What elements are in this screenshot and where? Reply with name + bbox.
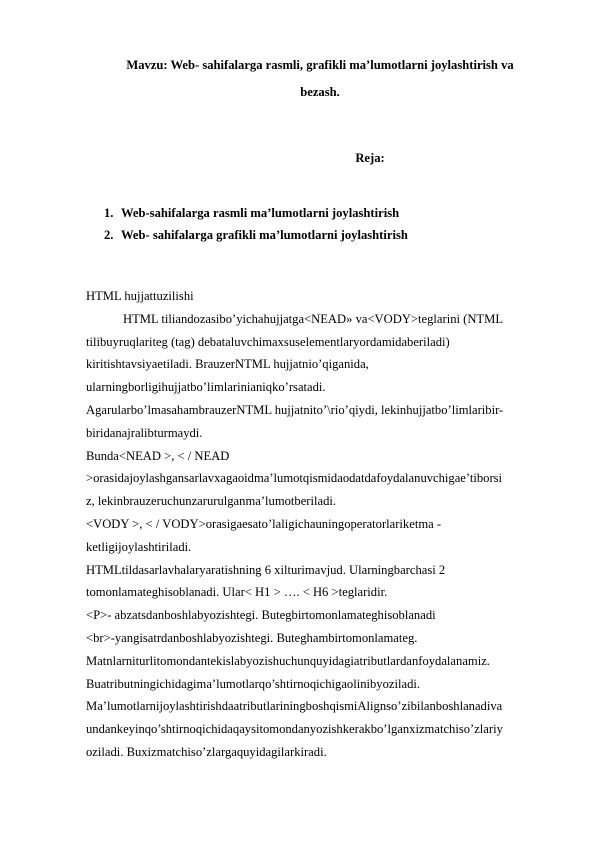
plan-item (104, 202, 408, 224)
plan-item-text: Web- sahifalarga grafikli ma’lumotlarni joylashtirish (121, 228, 408, 242)
plan-item-number: 2. (104, 228, 114, 242)
plan-list (104, 202, 408, 246)
plan-heading: Reja: (355, 151, 385, 165)
paragraph-line: oziladi. Buxizmatchiso’zlargaquyidagilarkiradi. (86, 744, 327, 759)
paragraph-line: >orasidajoylashgansarlavxagaoidma’lumotqismidaodatdafoydalanuvchigae’tiborsi (86, 471, 503, 486)
paragraph-line: <P>- abzatsdanboshlabyozishtegi. Butegbirtomonlamateghisoblanadi (86, 608, 436, 623)
paragraph-line: tomonlamateghisoblanadi. Ular< H1 > …. < H6 >teglaridir. (86, 585, 388, 600)
paragraph-line: <br>-yangisatrdanboshlabyozishtegi. Buteghambirtomonlamateg. (86, 630, 418, 645)
section-heading: HTML hujjattuzilishi (86, 289, 194, 303)
paragraph-line: z, lekinbrauzeruchunzarurulganma’lumotberiladi. (86, 494, 337, 509)
paragraph-line: Ma’lumotlarnijoylashtirishdaatributlariningboshqismiAlignso’zibilanboshlanadiva (86, 699, 503, 714)
paragraph-line: ularningborligihujjatbo’limlarinianiqko’rsatadi. (86, 380, 326, 395)
paragraph-line: kiritishtavsiyaetiladi. BrauzerNTML hujjatnio’qiganida, (86, 357, 369, 372)
paragraph-line: Matnlarniturlitomondantekislabyozishuchunquyidagiatributlardanfoydalanamiz. (86, 653, 490, 668)
title-line-1: Mavzu: Web- sahifalarga rasmli, grafikli ma’lumotlarni joylashtirish va (126, 58, 514, 72)
paragraph-line: biridanajralibturmaydi. (86, 425, 203, 440)
paragraph-line: ketligijoylashtiriladi. (86, 539, 192, 554)
paragraph-line: HTMLtildasarlavhalaryaratishning 6 xilturimavjud. Ularningbarchasi 2 (86, 562, 446, 577)
paragraph-line: <VODY >, < / VODY>orasigaesato’laligichauningoperatorlariketma - (86, 516, 442, 531)
plan-item (104, 224, 408, 246)
plan-item-text: Web-sahifalarga rasmli ma’lumotlarni joylashtirish (121, 206, 400, 220)
page-title (60, 52, 580, 106)
paragraph-line: HTML tiliandozasibo’yichahujjatga<NEAD» va<VODY>teglarini (NTML (123, 311, 504, 326)
paragraph-line: Agarularbo’lmasahambrauzerNTML hujjatnito’\rio’qiydi, lekinhujjatbo’limlaribir- (86, 402, 504, 417)
plan-item-number: 1. (104, 206, 114, 220)
body-text (86, 285, 560, 764)
paragraph-line: tilibuyruqlariteg (tag) debataluvchimaxsuselementlaryordamidaberiladi) (86, 334, 450, 349)
paragraph-line: undankeyinqo’shtirnoqichidaqaysitomondanyozishkerakbo’lganxizmatchiso’zlariy (86, 722, 503, 737)
title-line-2: bezash. (300, 85, 340, 99)
paragraph-line: Bunda<NEAD >, < / NEAD (86, 448, 230, 463)
paragraph-line: Buatributningichidagima’lumotlarqo’shtirnoqichigaolinibyoziladi. (86, 676, 421, 691)
